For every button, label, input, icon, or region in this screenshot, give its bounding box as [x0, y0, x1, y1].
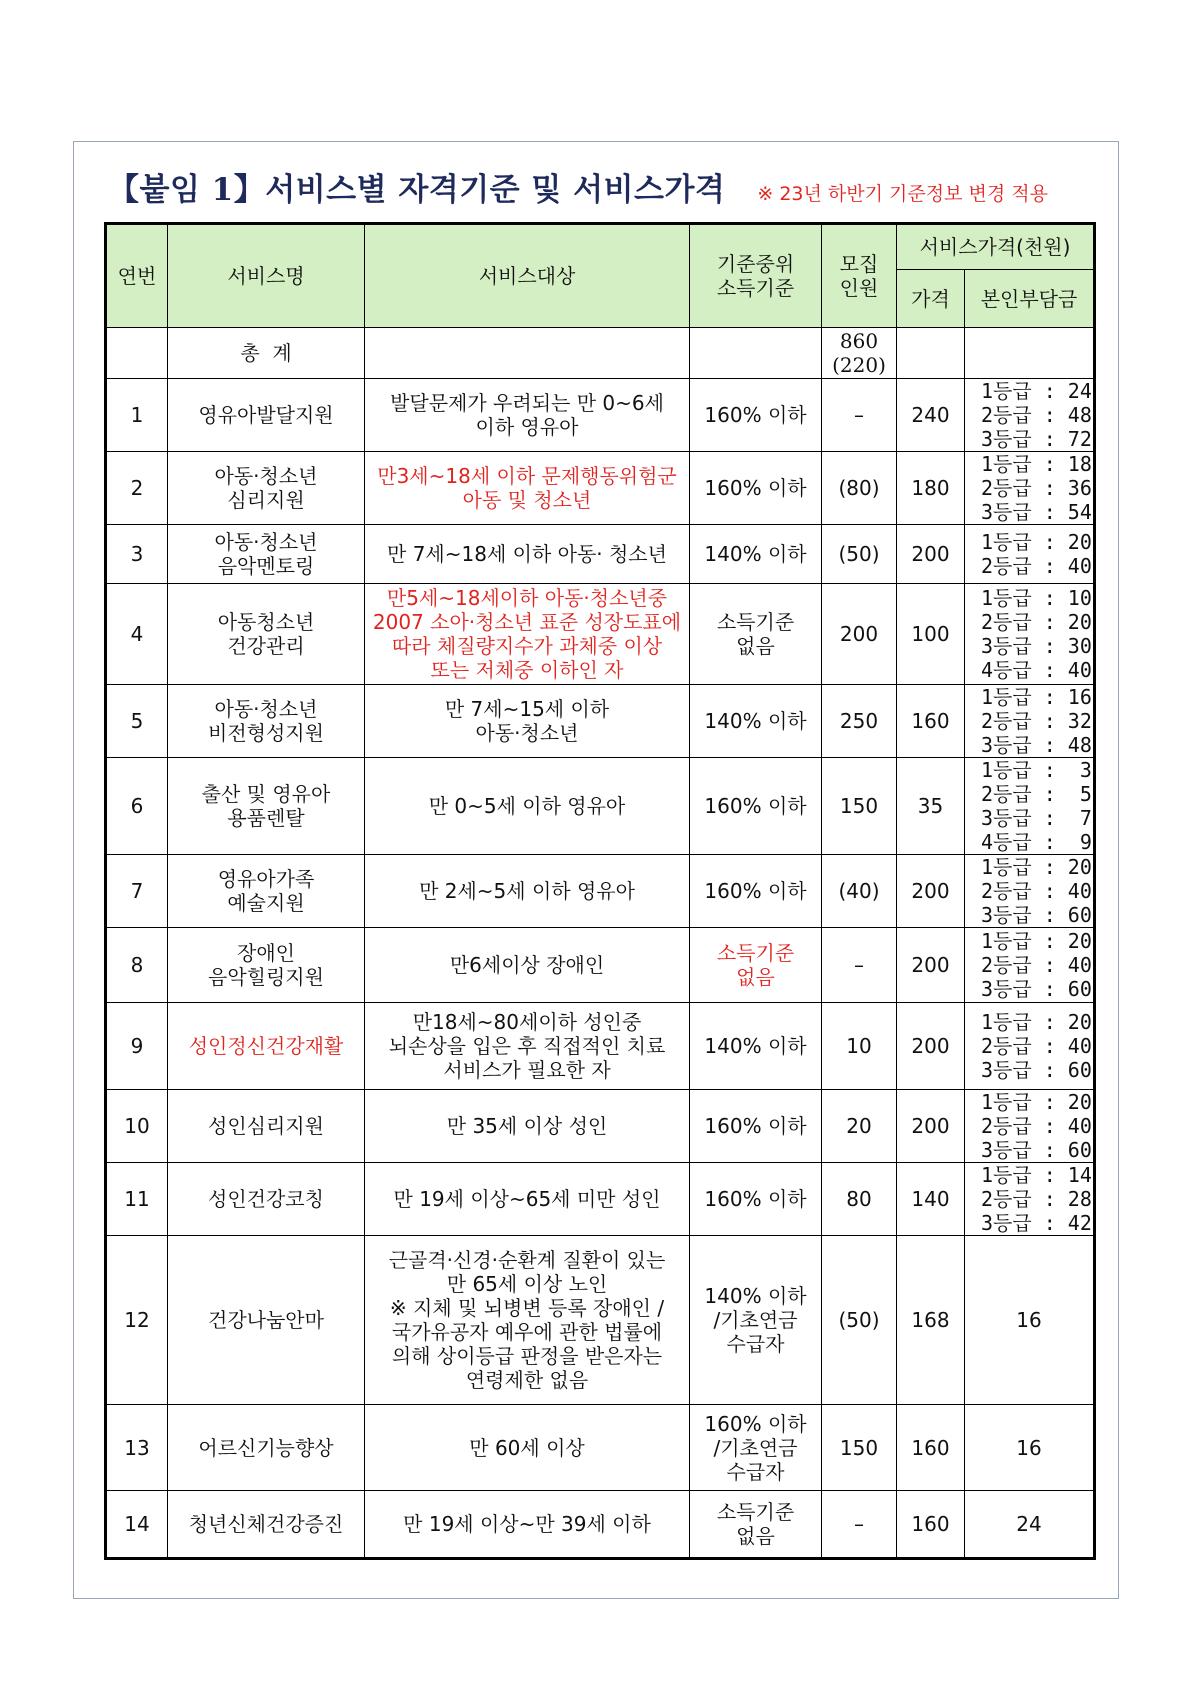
- row-no: 10: [106, 1090, 168, 1163]
- row-no: 4: [106, 584, 168, 685]
- row-service-target: 만3세~18세 이하 문제행동위험군 아동 및 청소년: [365, 452, 690, 525]
- copay-grade-line: 1등급 : 14: [981, 1163, 1092, 1187]
- row-service-target: 만 19세 이상~65세 미만 성인: [365, 1163, 690, 1236]
- header-price: 가격: [897, 270, 965, 328]
- copay-grade-line: 3등급 : 42: [981, 1211, 1092, 1235]
- row-price: 35: [897, 758, 965, 855]
- copay-grade-line: 3등급 : 60: [981, 977, 1092, 1001]
- row-copay: 24: [965, 1491, 1095, 1559]
- row-recruit: –: [822, 928, 897, 1003]
- row-price: 200: [897, 1090, 965, 1163]
- copay-grade-line: 3등급 : 30: [981, 634, 1092, 658]
- table-row: [106, 855, 1095, 928]
- row-income-criteria: 소득기준 없음: [690, 584, 822, 685]
- row-no: 5: [106, 685, 168, 758]
- copay-grade-line: 1등급 : 20: [981, 929, 1092, 953]
- copay-grade-line: 1등급 : 18: [981, 452, 1092, 476]
- copay-grade-line: 3등급 : 60: [981, 1058, 1092, 1082]
- row-service-target: 만5세~18세이하 아동·청소년중 2007 소아·청소년 표준 성장도표에 따라 체질량지수가 과체중 이상 또는 저체중 이하인 자: [365, 584, 690, 685]
- table-row: [106, 1405, 1095, 1491]
- header-income-criteria: 기준중위 소득기준: [690, 224, 822, 328]
- row-service-target: 근골격·신경·순환계 질환이 있는 만 65세 이상 노인 ※ 지체 및 뇌병변 등록 장애인 / 국가유공자 예우에 관한 법률에 의해 상이등급 판정을 받은자는 연령제한 없음: [365, 1236, 690, 1405]
- row-price: 240: [897, 379, 965, 452]
- row-service-name: 장애인 음악힐링지원: [168, 928, 365, 1003]
- row-no: 9: [106, 1003, 168, 1090]
- copay-grade-line: 3등급 : 60: [981, 1138, 1092, 1162]
- row-income-criteria: 160% 이하 /기초연금 수급자: [690, 1405, 822, 1491]
- row-service-name: 성인정신건강재활: [168, 1003, 365, 1090]
- row-copay: [965, 1003, 1095, 1090]
- header-copay: 본인부담금: [965, 270, 1095, 328]
- header-recruit: 모집 인원: [822, 224, 897, 328]
- table-row: [106, 379, 1095, 452]
- row-income-criteria: 160% 이하: [690, 1090, 822, 1163]
- row-recruit: 250: [822, 685, 897, 758]
- header-no: 연번: [106, 224, 168, 328]
- row-price: 200: [897, 928, 965, 1003]
- row-no: 13: [106, 1405, 168, 1491]
- service-table: [104, 222, 1096, 1560]
- row-service-name: 건강나눔안마: [168, 1236, 365, 1405]
- row-no: 2: [106, 452, 168, 525]
- row-service-target: 만6세이상 장애인: [365, 928, 690, 1003]
- row-service-target: 만 0~5세 이하 영유아: [365, 758, 690, 855]
- total-recruit: 860 (220): [822, 328, 897, 379]
- copay-grade-line: 2등급 : 5: [981, 782, 1092, 806]
- table-row: [106, 452, 1095, 525]
- row-service-target: 만 60세 이상: [365, 1405, 690, 1491]
- row-income-criteria: 소득기준 없음: [690, 928, 822, 1003]
- copay-grade-line: 1등급 : 20: [981, 855, 1092, 879]
- row-income-criteria: 160% 이하: [690, 379, 822, 452]
- total-income: [690, 328, 822, 379]
- row-copay: [965, 758, 1095, 855]
- row-price: 160: [897, 685, 965, 758]
- row-price: 200: [897, 1003, 965, 1090]
- total-price: [897, 328, 965, 379]
- row-income-criteria: 소득기준 없음: [690, 1491, 822, 1559]
- row-service-target: 만18세~80세이하 성인중 뇌손상을 입은 후 직접적인 치료 서비스가 필요한 자: [365, 1003, 690, 1090]
- table-row: [106, 928, 1095, 1003]
- row-no: 7: [106, 855, 168, 928]
- row-recruit: (40): [822, 855, 897, 928]
- row-income-criteria: 160% 이하: [690, 452, 822, 525]
- title-row: [108, 164, 1048, 208]
- row-service-name: 영유아발달지원: [168, 379, 365, 452]
- row-price: 200: [897, 525, 965, 584]
- row-income-criteria: 140% 이하: [690, 1003, 822, 1090]
- copay-grade-line: 4등급 : 9: [981, 830, 1092, 854]
- row-copay: [965, 1090, 1095, 1163]
- copay-grade-line: 3등급 : 60: [981, 903, 1092, 927]
- row-recruit: –: [822, 1491, 897, 1559]
- row-service-target: 만 2세~5세 이하 영유아: [365, 855, 690, 928]
- row-copay: [965, 525, 1095, 584]
- total-target: [365, 328, 690, 379]
- copay-grade-line: 3등급 : 48: [981, 733, 1092, 757]
- row-service-name: 어르신기능향상: [168, 1405, 365, 1491]
- copay-grade-line: 2등급 : 40: [981, 1114, 1092, 1138]
- row-income-criteria: 140% 이하: [690, 685, 822, 758]
- row-service-name: 아동·청소년 비전형성지원: [168, 685, 365, 758]
- header-service-name: 서비스명: [168, 224, 365, 328]
- copay-grade-line: 3등급 : 72: [981, 427, 1092, 451]
- row-copay: 16: [965, 1236, 1095, 1405]
- row-no: 1: [106, 379, 168, 452]
- row-service-name: 아동·청소년 음악멘토링: [168, 525, 365, 584]
- copay-grade-line: 3등급 : 7: [981, 806, 1092, 830]
- row-service-name: 출산 및 영유아 용품렌탈: [168, 758, 365, 855]
- table-row: [106, 1163, 1095, 1236]
- row-income-criteria: 140% 이하 /기초연금 수급자: [690, 1236, 822, 1405]
- copay-grade-line: 2등급 : 40: [981, 1034, 1092, 1058]
- row-recruit: (50): [822, 525, 897, 584]
- row-service-target: 만 7세~15세 이하 아동·청소년: [365, 685, 690, 758]
- copay-grade-line: 2등급 : 32: [981, 709, 1092, 733]
- row-service-target: 만 35세 이상 성인: [365, 1090, 690, 1163]
- row-service-name: 청년신체건강증진: [168, 1491, 365, 1559]
- row-no: 6: [106, 758, 168, 855]
- copay-grade-line: 1등급 : 20: [981, 1090, 1092, 1114]
- row-copay: [965, 379, 1095, 452]
- row-service-name: 아동청소년 건강관리: [168, 584, 365, 685]
- copay-grade-line: 1등급 : 3: [981, 758, 1092, 782]
- copay-grade-line: 1등급 : 10: [981, 586, 1092, 610]
- row-recruit: (80): [822, 452, 897, 525]
- row-no: 14: [106, 1491, 168, 1559]
- row-service-name: 아동·청소년 심리지원: [168, 452, 365, 525]
- page-title: 【붙임 1】서비스별 자격기준 및 서비스가격: [108, 172, 726, 208]
- row-no: 3: [106, 525, 168, 584]
- copay-grade-line: 2등급 : 20: [981, 610, 1092, 634]
- copay-grade-line: 2등급 : 40: [981, 879, 1092, 903]
- row-price: 160: [897, 1491, 965, 1559]
- row-copay: [965, 1163, 1095, 1236]
- row-service-target: 만 19세 이상~만 39세 이하: [365, 1491, 690, 1559]
- row-price: 168: [897, 1236, 965, 1405]
- update-note: ※ 23년 하반기 기준정보 변경 적용: [757, 183, 1048, 205]
- copay-grade-line: 2등급 : 40: [981, 554, 1092, 578]
- row-recruit: (50): [822, 1236, 897, 1405]
- row-copay: [965, 685, 1095, 758]
- row-copay: [965, 452, 1095, 525]
- total-copay: [965, 328, 1095, 379]
- row-price: 140: [897, 1163, 965, 1236]
- row-price: 200: [897, 855, 965, 928]
- row-income-criteria: 160% 이하: [690, 855, 822, 928]
- row-copay: [965, 928, 1095, 1003]
- table-row: [106, 584, 1095, 685]
- copay-grade-line: 2등급 : 40: [981, 953, 1092, 977]
- row-recruit: 150: [822, 1405, 897, 1491]
- row-recruit: 20: [822, 1090, 897, 1163]
- copay-grade-line: 1등급 : 24: [981, 379, 1092, 403]
- table-row: [106, 685, 1095, 758]
- row-service-name: 영유아가족 예술지원: [168, 855, 365, 928]
- row-no: 12: [106, 1236, 168, 1405]
- header-price-group: 서비스가격(천원): [897, 224, 1095, 270]
- row-price: 160: [897, 1405, 965, 1491]
- copay-grade-line: 2등급 : 48: [981, 403, 1092, 427]
- copay-grade-line: 2등급 : 28: [981, 1187, 1092, 1211]
- row-service-name: 성인심리지원: [168, 1090, 365, 1163]
- table-row: [106, 1236, 1095, 1405]
- table-row: [106, 525, 1095, 584]
- copay-grade-line: 1등급 : 16: [981, 685, 1092, 709]
- copay-grade-line: 3등급 : 54: [981, 500, 1092, 524]
- row-service-target: 발달문제가 우려되는 만 0~6세 이하 영유아: [365, 379, 690, 452]
- table-row: [106, 1491, 1095, 1559]
- row-no: 11: [106, 1163, 168, 1236]
- row-income-criteria: 140% 이하: [690, 525, 822, 584]
- copay-grade-line: 1등급 : 20: [981, 1010, 1092, 1034]
- row-no: 8: [106, 928, 168, 1003]
- row-price: 100: [897, 584, 965, 685]
- copay-grade-line: 1등급 : 20: [981, 530, 1092, 554]
- row-recruit: –: [822, 379, 897, 452]
- copay-grade-line: 4등급 : 40: [981, 658, 1092, 682]
- row-service-target: 만 7세~18세 이하 아동· 청소년: [365, 525, 690, 584]
- copay-grade-line: 2등급 : 36: [981, 476, 1092, 500]
- total-row: [106, 328, 1095, 379]
- table-row: [106, 1090, 1095, 1163]
- row-copay: 16: [965, 1405, 1095, 1491]
- row-recruit: 80: [822, 1163, 897, 1236]
- row-recruit: 10: [822, 1003, 897, 1090]
- row-copay: [965, 584, 1095, 685]
- header-service-target: 서비스대상: [365, 224, 690, 328]
- row-income-criteria: 160% 이하: [690, 1163, 822, 1236]
- table-row: [106, 1003, 1095, 1090]
- row-price: 180: [897, 452, 965, 525]
- total-label: 총 계: [168, 328, 365, 379]
- row-service-name: 성인건강코칭: [168, 1163, 365, 1236]
- row-recruit: 200: [822, 584, 897, 685]
- table-row: [106, 758, 1095, 855]
- row-copay: [965, 855, 1095, 928]
- row-recruit: 150: [822, 758, 897, 855]
- row-income-criteria: 160% 이하: [690, 758, 822, 855]
- total-no: [106, 328, 168, 379]
